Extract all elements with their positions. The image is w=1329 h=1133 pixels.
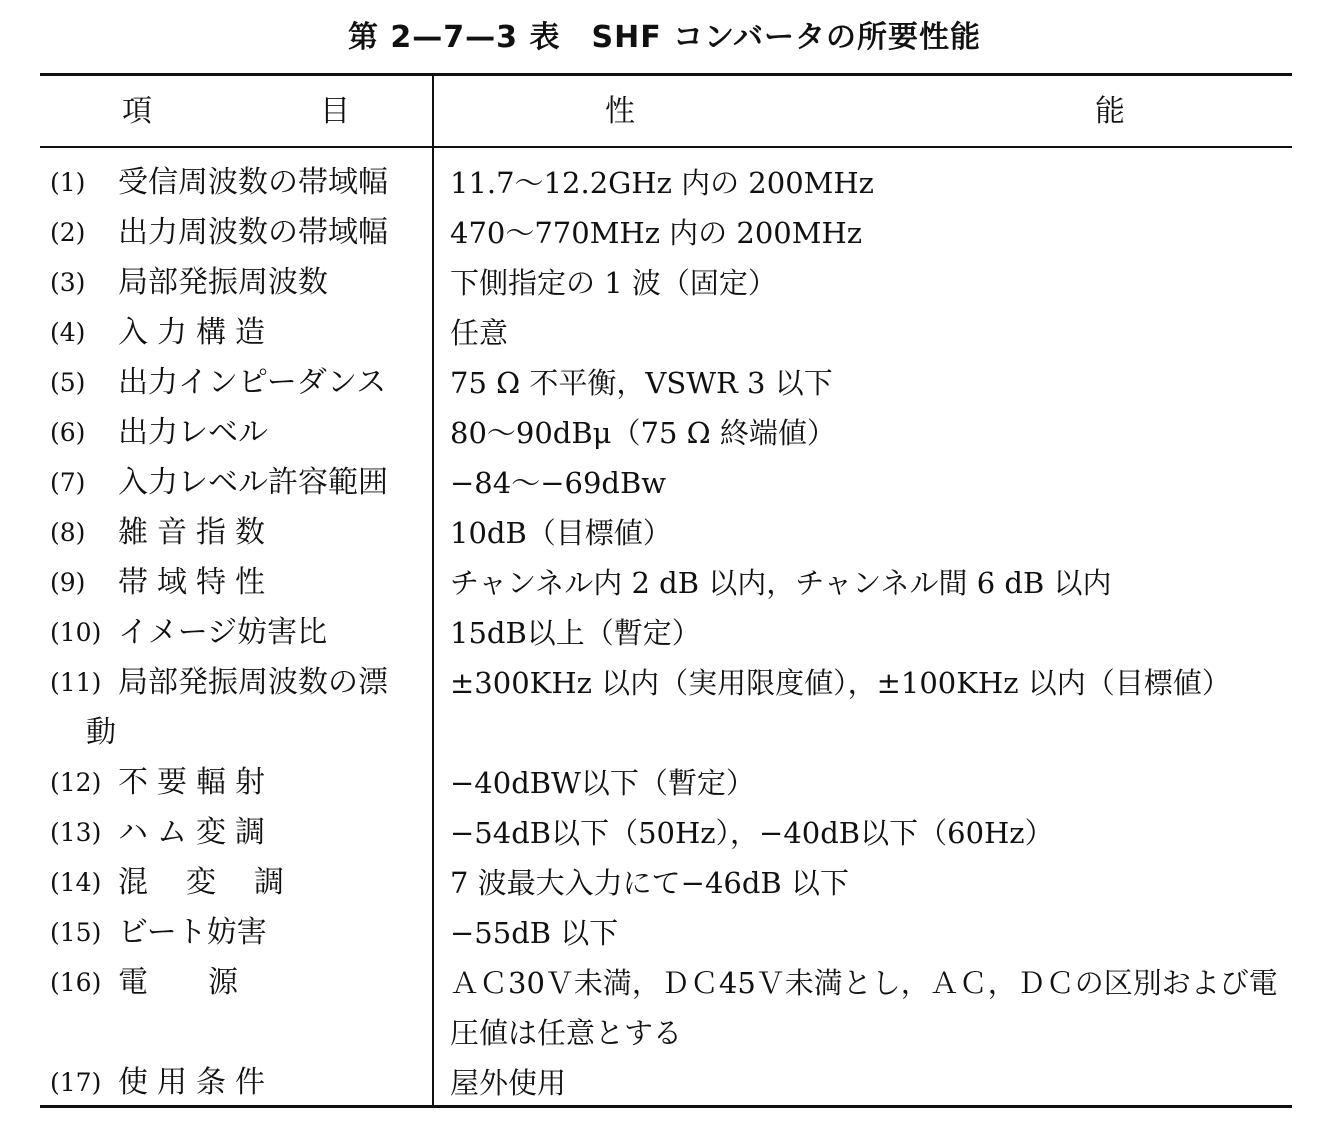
row-number: (6) — [50, 418, 86, 447]
row-number: (8) — [50, 518, 86, 547]
row-performance: 下側指定の 1 波（固定） — [450, 266, 777, 300]
table-title: 第 2—7—3 表 SHF コンバータの所要性能 — [347, 20, 982, 55]
row-item: 帯域特性 — [118, 565, 274, 600]
row-item: 入力構造 — [118, 315, 274, 350]
row-performance: ＡＣ30Ｖ未満，ＤＣ45Ｖ未満とし，ＡＣ，ＤＣの区別および電圧値は任意とする — [450, 966, 1278, 1050]
row-number: (4) — [50, 318, 86, 347]
row-number: (7) — [50, 468, 86, 497]
row-number: (16) — [50, 968, 102, 997]
row-performance: −40dBW以下（暫定） — [450, 766, 755, 800]
row-number: (14) — [50, 868, 102, 897]
row-item: ハム変調 — [118, 815, 274, 850]
row-item: 受信周波数の帯域幅 — [118, 165, 388, 200]
table-row — [40, 808, 1292, 858]
table-row — [40, 1058, 1292, 1108]
header-perf-left: 性 — [605, 94, 635, 129]
row-performance: ±300KHz 以内（実用限度値），±100KHz 以内（目標値） — [450, 666, 1231, 700]
row-performance: 任意 — [450, 316, 509, 350]
row-item: 出力インピーダンス — [118, 365, 387, 400]
row-performance: −54dB以下（50Hz），−40dB以下（60Hz） — [450, 816, 1054, 850]
table-row — [40, 608, 1292, 658]
row-number: (3) — [50, 268, 86, 297]
table-row — [40, 758, 1292, 808]
row-performance: −55dB 以下 — [450, 916, 619, 950]
table-row — [40, 658, 1292, 758]
row-item: 局部発振周波数 — [118, 265, 328, 300]
row-number: (12) — [50, 768, 102, 797]
row-item: 入力レベル許容範囲 — [118, 465, 388, 500]
table-row — [40, 908, 1292, 958]
row-number: (10) — [50, 618, 102, 647]
row-item: 雑音指数 — [118, 515, 274, 550]
row-item: イメージ妨害比 — [118, 615, 328, 650]
row-item: ビート妨害 — [118, 915, 267, 950]
header-item-right: 目 — [320, 94, 350, 129]
row-performance: −84〜−69dBw — [450, 466, 667, 500]
row-number: (11) — [50, 668, 102, 697]
row-number: (15) — [50, 918, 102, 947]
table-header — [40, 76, 1292, 146]
header-perf-right: 能 — [1095, 94, 1125, 129]
row-number: (5) — [50, 368, 86, 397]
row-performance: 10dB（目標値） — [450, 516, 672, 550]
table-row — [40, 208, 1292, 258]
table-row — [40, 158, 1292, 208]
row-number: (2) — [50, 218, 86, 247]
table-row — [40, 258, 1292, 308]
row-performance: 7 波最大入力にて−46dB 以下 — [450, 866, 849, 900]
row-item: 電 源 — [118, 965, 238, 1000]
row-performance: 80〜90dBμ（75 Ω 終端値） — [450, 416, 836, 450]
row-performance: 11.7〜12.2GHz 内の 200MHz — [450, 166, 874, 200]
row-performance: 15dB以上（暫定） — [450, 616, 701, 650]
row-item: 混変調 — [118, 865, 322, 900]
row-item: 出力レベル — [118, 415, 268, 450]
row-performance: チャンネル内 2 dB 以内，チャンネル間 6 dB 以内 — [450, 566, 1112, 600]
row-number: (9) — [50, 568, 86, 597]
table-row — [40, 358, 1292, 408]
table-body — [40, 158, 1292, 1108]
table-row — [40, 958, 1292, 1058]
header-item-left: 項 — [122, 94, 152, 129]
row-item: 使用条件 — [118, 1065, 274, 1100]
row-item: 不要輻射 — [118, 765, 274, 800]
row-item-continuation: 動 — [86, 715, 116, 750]
row-performance: 470〜770MHz 内の 200MHz — [450, 216, 863, 250]
table-row — [40, 508, 1292, 558]
table-row — [40, 308, 1292, 358]
table-row — [40, 458, 1292, 508]
row-performance: 屋外使用 — [450, 1066, 567, 1100]
row-item: 出力周波数の帯域幅 — [118, 215, 388, 250]
row-number: (1) — [50, 168, 86, 197]
row-number: (13) — [50, 818, 102, 847]
row-item: 局部発振周波数の漂 — [118, 665, 388, 700]
table-row — [40, 858, 1292, 908]
table-row — [40, 558, 1292, 608]
row-number: (17) — [50, 1068, 102, 1097]
row-performance: 75 Ω 不平衡，VSWR 3 以下 — [450, 366, 833, 400]
table-row — [40, 408, 1292, 458]
